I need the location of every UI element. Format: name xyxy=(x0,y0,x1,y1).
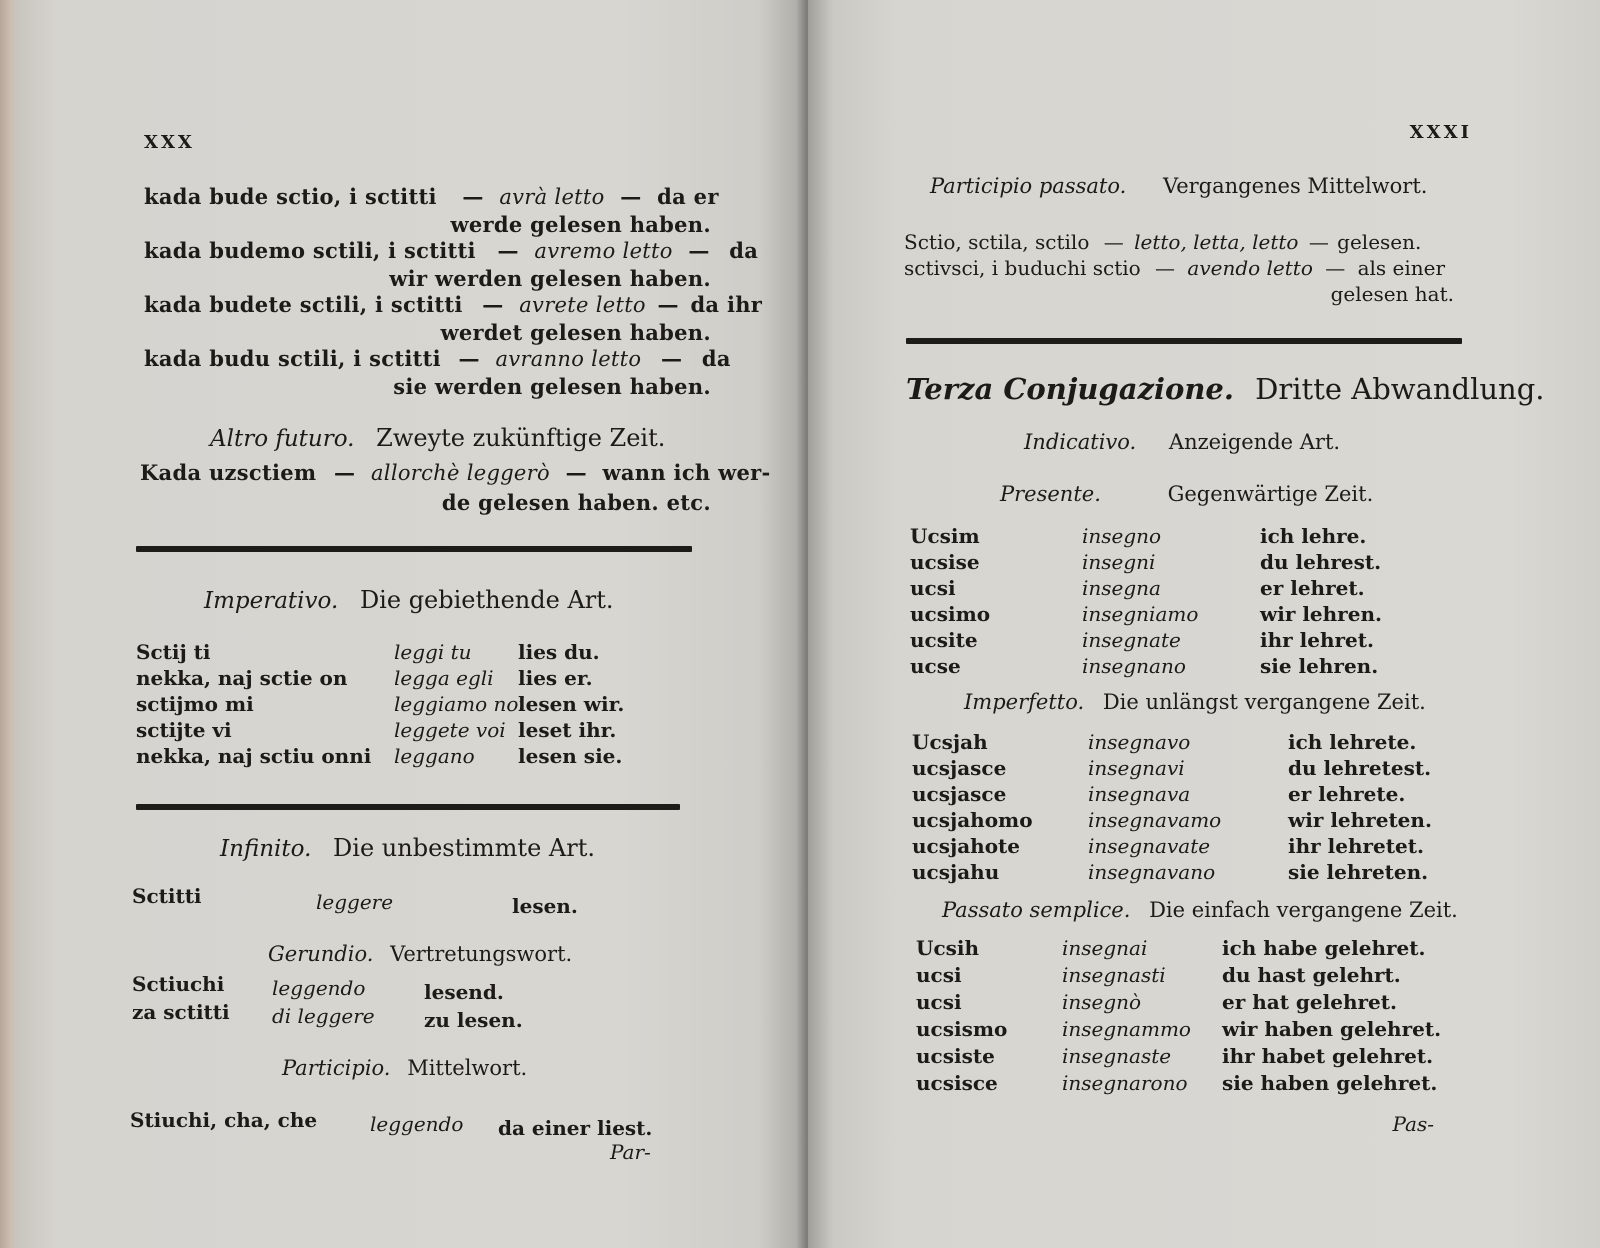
section-heading xyxy=(1024,430,1340,454)
text-line: werdet gelesen haben. xyxy=(440,320,711,345)
text-line xyxy=(144,184,719,209)
serbian-cell: ucsi xyxy=(910,576,956,600)
dash: — xyxy=(1155,256,1176,280)
dash: — xyxy=(620,184,642,209)
german-cell: lesen sie. xyxy=(518,744,623,768)
german-text: wann ich wer- xyxy=(602,460,771,485)
heading-german: Die unlängst vergangene Zeit. xyxy=(1102,690,1426,714)
heading-german: Die einfach vergangene Zeit. xyxy=(1149,898,1458,922)
page-number: XXXI xyxy=(1409,122,1472,143)
german-text: da ihr xyxy=(690,292,763,317)
italian-cell: leggendo xyxy=(370,1112,464,1136)
heading-german: Die unbestimmte Art. xyxy=(333,834,595,862)
serbian-cell: ucsite xyxy=(910,628,978,652)
german-cell: ihr lehret. xyxy=(1260,628,1374,652)
italian-text: avranno letto xyxy=(495,347,642,371)
section-title xyxy=(906,372,1545,406)
german-cell: lesen wir. xyxy=(518,692,625,716)
italian-text: letto, letta, letto xyxy=(1134,230,1299,254)
heading-italian: Participio passato. xyxy=(930,174,1127,198)
serbian-text: kada bude sctio, i sctitti xyxy=(144,184,437,209)
italian-cell: insegna xyxy=(1082,576,1161,600)
dash: — xyxy=(660,346,683,371)
german-cell: zu lesen. xyxy=(424,1008,523,1032)
serbian-cell: Ucsim xyxy=(910,524,980,548)
italian-text: avrà letto xyxy=(499,185,605,209)
serbian-cell: ucsi xyxy=(916,963,962,987)
heading-italian: Terza Conjugazione. xyxy=(906,372,1234,406)
italian-cell: insegnammo xyxy=(1062,1017,1191,1041)
dash: — xyxy=(688,238,710,263)
german-cell: ihr habet gelehret. xyxy=(1222,1044,1434,1068)
serbian-cell: nekka, naj sctie on xyxy=(136,666,348,690)
german-cell: wir lehreten. xyxy=(1288,808,1432,832)
serbian-cell: ucsjahu xyxy=(912,860,1000,884)
german-text: da xyxy=(729,238,759,263)
heading-italian: Passato semplice. xyxy=(942,898,1131,922)
serbian-text: kada budu sctili, i sctitti xyxy=(144,346,441,371)
dash: — xyxy=(462,184,484,209)
italian-cell: leggere xyxy=(316,890,394,914)
italian-text: avrete letto xyxy=(519,293,646,317)
italian-text: avendo letto xyxy=(1187,256,1313,280)
dash: — xyxy=(458,346,480,371)
heading-german: Die gebiethende Art. xyxy=(359,586,614,614)
german-cell: leset ihr. xyxy=(518,718,617,742)
heading-german: Vertretungswort. xyxy=(390,942,573,966)
german-cell: wir lehren. xyxy=(1260,602,1382,626)
german-cell: sie haben gelehret. xyxy=(1222,1071,1438,1095)
italian-cell: insegnavi xyxy=(1088,756,1185,780)
italian-cell: insegnano xyxy=(1082,654,1186,678)
italian-cell: insegnai xyxy=(1062,936,1148,960)
german-text: gelesen. xyxy=(1337,230,1422,254)
italian-cell: insegnate xyxy=(1082,628,1181,652)
heading-german: Zweyte zukünftige Zeit. xyxy=(376,424,666,452)
italian-cell: insegnavate xyxy=(1088,834,1211,858)
serbian-cell: ucsjahomo xyxy=(912,808,1033,832)
serbian-cell: ucsiste xyxy=(916,1044,995,1068)
italian-cell: leggendo xyxy=(272,976,366,1000)
german-text: als einer xyxy=(1357,256,1446,280)
german-cell: er lehret. xyxy=(1260,576,1365,600)
italian-cell: insegnava xyxy=(1088,782,1191,806)
serbian-cell: Sctij ti xyxy=(136,640,211,664)
heading-italian: Altro futuro. xyxy=(210,426,355,452)
text-line xyxy=(904,256,1445,280)
italian-text: allorchè leggerò xyxy=(370,461,550,485)
italian-cell: legga egli xyxy=(394,666,494,690)
german-cell: ich habe gelehret. xyxy=(1222,936,1426,960)
catchword: Pas- xyxy=(1392,1112,1434,1136)
german-text: da er xyxy=(657,184,719,209)
serbian-cell: Stiuchi, cha, che xyxy=(130,1108,318,1132)
serbian-cell: ucsisce xyxy=(916,1071,998,1095)
german-cell: er lehrete. xyxy=(1288,782,1406,806)
dash: — xyxy=(497,238,519,263)
italian-cell: insegniamo xyxy=(1082,602,1199,626)
text-line: de gelesen haben. etc. xyxy=(441,490,711,515)
german-cell: da einer liest. xyxy=(498,1116,653,1140)
heading-italian: Presente. xyxy=(1000,482,1101,506)
german-cell: ihr lehretet. xyxy=(1288,834,1424,858)
dash: — xyxy=(1103,230,1124,254)
text-line xyxy=(144,238,758,263)
italian-cell: insegnavano xyxy=(1088,860,1216,884)
dash: — xyxy=(1325,256,1346,280)
italian-cell: leggete voi xyxy=(394,718,506,742)
german-cell: du lehretest. xyxy=(1288,756,1432,780)
serbian-cell: ucsi xyxy=(916,990,962,1014)
italian-cell: leggiamo noi xyxy=(394,692,525,716)
section-heading xyxy=(930,174,1427,198)
italian-cell: di leggere xyxy=(272,1004,375,1028)
german-text: da xyxy=(701,346,731,371)
german-cell: lesen. xyxy=(512,894,578,918)
horizontal-rule xyxy=(906,338,1462,344)
heading-german: Vergangenes Mittelwort. xyxy=(1162,174,1428,198)
serbian-cell: ucsjasce xyxy=(912,756,1007,780)
page-number: XXX xyxy=(144,132,195,153)
italian-cell: insegnavamo xyxy=(1088,808,1222,832)
serbian-cell: ucsise xyxy=(910,550,980,574)
serbian-cell: nekka, naj sctiu onni xyxy=(136,744,372,768)
dash: — xyxy=(657,292,679,317)
serbian-cell: Ucsih xyxy=(916,936,980,960)
serbian-text: kada budete sctili, i sctitti xyxy=(144,292,463,317)
text-line: gelesen hat. xyxy=(1330,282,1454,306)
serbian-cell: Sctitti xyxy=(132,884,202,908)
text-line: wir werden gelesen haben. xyxy=(389,266,711,291)
heading-italian: Participio. xyxy=(282,1056,391,1080)
horizontal-rule xyxy=(136,804,680,810)
german-cell: ich lehrete. xyxy=(1288,730,1417,754)
german-cell: wir haben gelehret. xyxy=(1222,1017,1442,1041)
heading-italian: Imperfetto. xyxy=(964,690,1085,714)
heading-german: Mittelwort. xyxy=(407,1056,528,1080)
serbian-cell: Sctiuchi xyxy=(132,972,225,996)
serbian-cell: za sctitti xyxy=(132,1000,230,1024)
italian-cell: insegnavo xyxy=(1088,730,1191,754)
heading-german: Gegenwärtige Zeit. xyxy=(1167,482,1374,506)
german-cell: lies er. xyxy=(518,666,593,690)
italian-cell: leggano xyxy=(394,744,475,768)
text-line xyxy=(144,346,731,371)
german-cell: sie lehreten. xyxy=(1288,860,1429,884)
section-heading xyxy=(942,898,1458,922)
heading-italian: Indicativo. xyxy=(1024,430,1137,454)
german-cell: du lehrest. xyxy=(1260,550,1382,574)
italian-cell: leggi tu xyxy=(394,640,472,664)
serbian-text: Kada uzsctiem xyxy=(140,460,317,485)
horizontal-rule xyxy=(136,546,692,552)
german-cell: lies du. xyxy=(518,640,600,664)
german-cell: sie lehren. xyxy=(1260,654,1379,678)
text-line xyxy=(904,230,1421,254)
section-heading xyxy=(1000,482,1373,506)
german-cell: er hat gelehret. xyxy=(1222,990,1397,1014)
serbian-cell: ucsjahote xyxy=(912,834,1021,858)
italian-cell: insegno xyxy=(1082,524,1162,548)
text-line xyxy=(144,292,762,317)
serbian-cell: sctijmo mi xyxy=(136,692,254,716)
german-cell: ich lehre. xyxy=(1260,524,1367,548)
german-cell: du hast gelehrt. xyxy=(1222,963,1401,987)
italian-text: avremo letto xyxy=(534,239,673,263)
serbian-cell: ucsismo xyxy=(916,1017,1008,1041)
italian-cell: insegnaste xyxy=(1062,1044,1172,1068)
serbian-text: sctivsci, i buduchi sctio xyxy=(904,256,1141,280)
serbian-cell: Ucsjah xyxy=(912,730,988,754)
text-line: sie werden gelesen haben. xyxy=(393,374,711,399)
heading-italian: Gerundio. xyxy=(268,942,374,966)
section-heading xyxy=(220,834,595,862)
serbian-cell: sctijte vi xyxy=(136,718,232,742)
dash: — xyxy=(1308,230,1329,254)
serbian-text: Sctio, sctila, sctilo xyxy=(904,230,1090,254)
section-heading xyxy=(210,424,665,452)
catchword: Par- xyxy=(610,1140,651,1164)
dash: — xyxy=(565,460,587,485)
serbian-text: kada budemo sctili, i sctitti xyxy=(144,238,476,263)
heading-german: Anzeigende Art. xyxy=(1168,430,1341,454)
text-line: werde gelesen haben. xyxy=(450,212,711,237)
italian-cell: insegnarono xyxy=(1062,1071,1188,1095)
section-heading xyxy=(964,690,1426,714)
italian-cell: insegnasti xyxy=(1062,963,1166,987)
dash: — xyxy=(482,292,504,317)
serbian-cell: ucsimo xyxy=(910,602,991,626)
section-heading xyxy=(282,1056,527,1080)
section-heading xyxy=(204,586,614,614)
text-line xyxy=(140,460,771,485)
serbian-cell: ucse xyxy=(910,654,961,678)
right-page xyxy=(808,0,1600,1248)
left-page xyxy=(18,0,808,1248)
italian-cell: insegni xyxy=(1082,550,1156,574)
german-cell: lesend. xyxy=(424,980,504,1004)
serbian-cell: ucsjasce xyxy=(912,782,1007,806)
section-heading xyxy=(268,942,572,966)
heading-german: Dritte Abwandlung. xyxy=(1255,372,1545,406)
heading-italian: Infinito. xyxy=(220,836,312,862)
italian-cell: insegnò xyxy=(1062,990,1142,1014)
dash: — xyxy=(334,460,356,485)
page-edge xyxy=(0,0,18,1248)
heading-italian: Imperativo. xyxy=(204,588,339,614)
